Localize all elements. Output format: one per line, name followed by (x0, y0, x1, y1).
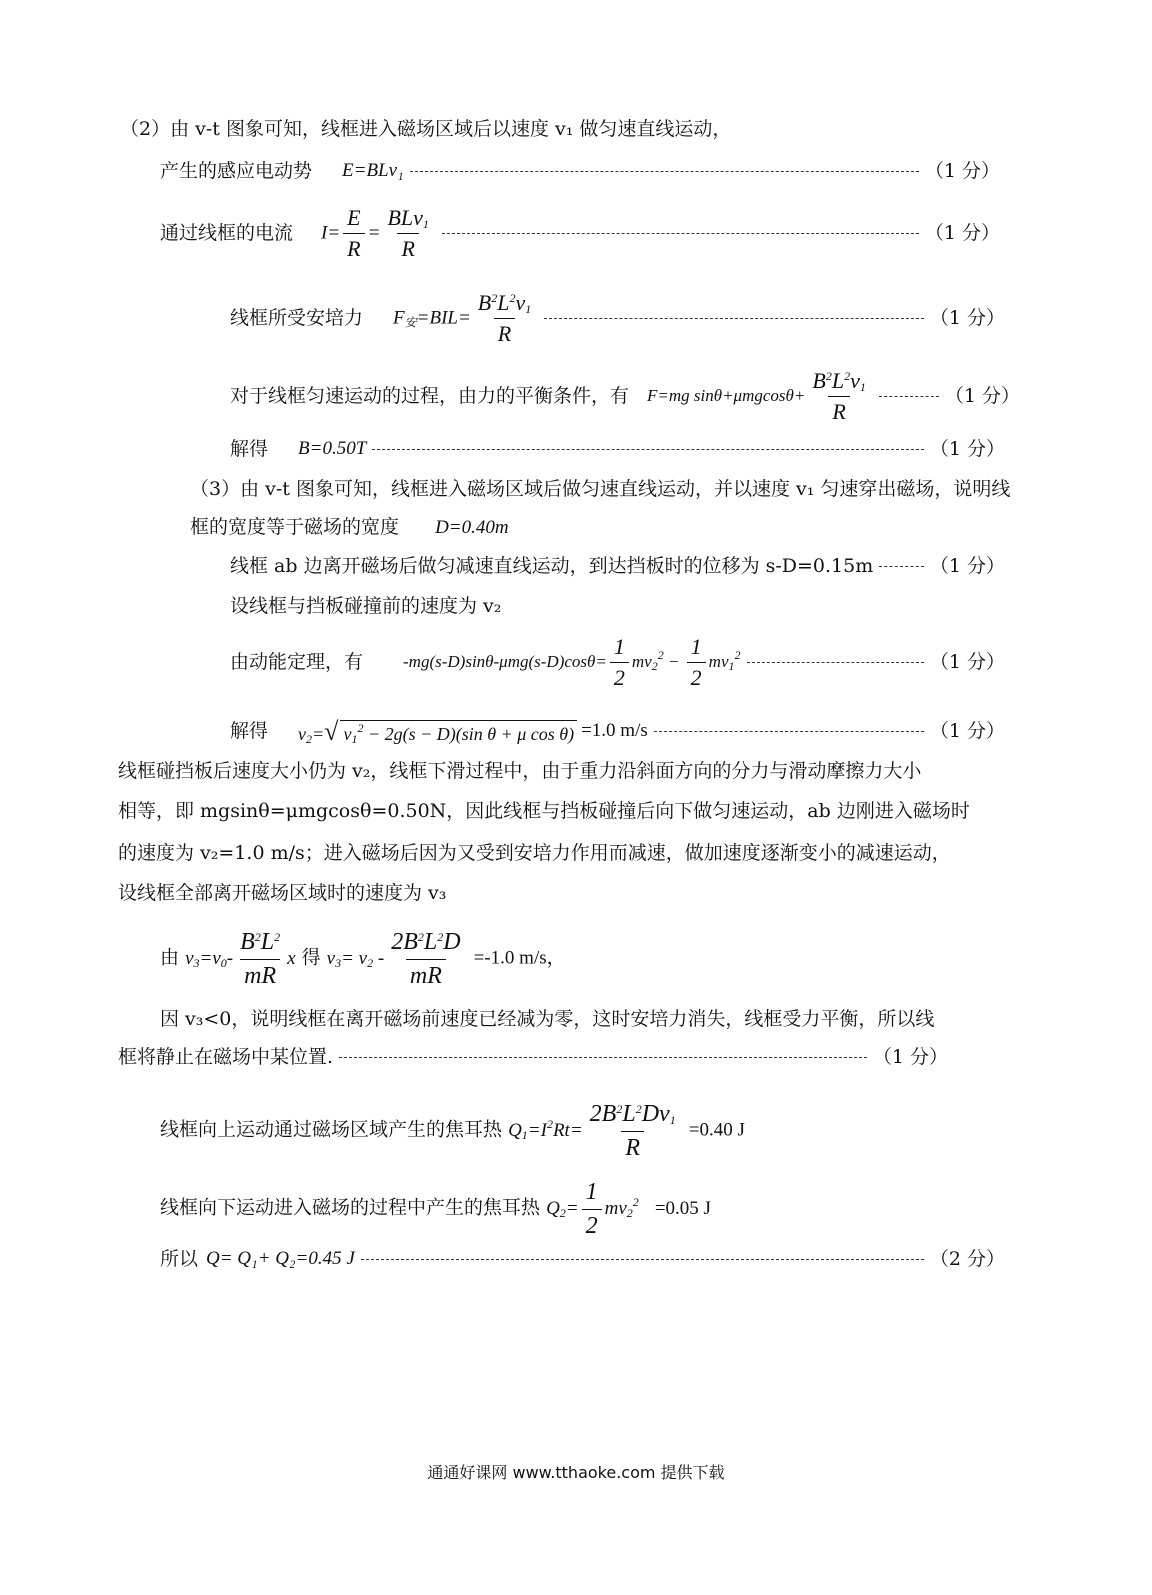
v2-equation: $v_2=√$ $v_1^2 - 2g(s - D)(\sin$ θ + μ cos θ) (298, 716, 577, 747)
dash-leader (544, 318, 924, 319)
score-label: （1 分） (944, 385, 1020, 408)
theorem-equation: -mg(s-D)sinθ-μmg(s-D)cosθ= $\frac{1}{2}$ $mv_2^2$ − $\frac{1}{2}$ $mv_1^2$ (403, 634, 741, 691)
b-result-line (230, 438, 1005, 461)
footer-credit: 通通好课网 www.tthaoke.com 提供下载 (427, 1463, 725, 1482)
v3-formula-2: $v_3= v_2$ - $\frac{2B^2L^2D}{mR}$ (326, 929, 461, 989)
q2-result: =0.05 J (654, 1197, 711, 1219)
q1-label: 线框向上运动通过磁场区域产生的焦耳热 (160, 1118, 503, 1141)
current-label: 通过线框的电流 (160, 222, 294, 245)
solve-label: 解得 (230, 720, 269, 743)
balance-line (230, 368, 1020, 426)
force-equation: $F_安=BIL=$ $\frac{B^2L^2v_1}{R}$ (393, 290, 532, 347)
para2-text: 框将静止在磁场中某位置. (118, 1046, 334, 1068)
score-label: （1 分） (929, 651, 1005, 674)
dash-leader (442, 233, 919, 234)
total-line (160, 1248, 1005, 1271)
para2-line2 (118, 1046, 948, 1069)
section3-intro-line2: 框的宽度等于磁场的宽度 D=0.40m (190, 516, 509, 538)
v2-result-line (230, 716, 1005, 747)
q2-label: 线框向下运动进入磁场的过程中产生的焦耳热 (160, 1196, 541, 1219)
force-line (230, 290, 1005, 348)
v3-prefix: 由 (160, 946, 180, 969)
v3-equation-line (160, 928, 566, 991)
theorem-line (230, 634, 1005, 692)
v3-result: =-1.0 m/s， (473, 947, 566, 969)
para1-line4: 设线框全部离开磁场区域时的速度为 v₃ (118, 882, 447, 904)
score-label: （1 分） (924, 160, 1000, 182)
balance-equation: F=mg sinθ+μmgcosθ+ $\frac{B^2L^2v_1}{R}$ (647, 368, 866, 425)
para1-line3: 的速度为 v₂=1.0 m/s；进入磁场后因为又受到安培力作用而减速，做加速度逐渐变小的减速运动， (118, 842, 951, 864)
dash-leader (654, 731, 924, 732)
para2-line1: 因 v₃<0，说明线框在离开磁场前速度已经减为零，这时安培力消失，线框受力平衡，所以线 (160, 1008, 935, 1030)
v3-formula: $v_3=v_0-$ $\frac{B^2L^2}{mR}$ x (185, 929, 296, 989)
score-label: （1 分） (924, 222, 1000, 245)
current-line (160, 205, 1000, 263)
emf-equation: E=BLv₁ (342, 160, 404, 181)
dash-leader (410, 171, 919, 172)
emf-label: 产生的感应电动势 (160, 160, 313, 182)
section2-intro: （2）由 v-t 图象可知，线框进入磁场区域后以速度 v₁ 做匀速直线运动， (120, 118, 732, 140)
q2-formula: $Q_2=$ $\frac{1}{2}$ $mv_2^2$ (546, 1179, 639, 1239)
total-label: 所以 (160, 1248, 199, 1270)
section3-intro-line1: （3）由 v-t 图象可知，线框进入磁场区域后做匀速直线运动，并以速度 v₁ 匀速穿出磁场，说明线 (190, 478, 1011, 500)
score-label: （1 分） (929, 720, 1005, 743)
displacement-text: 线框 ab 边离开磁场后做匀减速直线运动，到达挡板时的位移为 s-D=0.15m (230, 555, 874, 577)
q1-result: =0.40 J (688, 1119, 745, 1141)
score-label: （1 分） (872, 1046, 948, 1068)
displacement-line (230, 555, 1005, 578)
result-label: 解得 (230, 438, 269, 460)
balance-label: 对于线框匀速运动的过程，由力的平衡条件，有 (230, 385, 630, 408)
dash-leader (879, 566, 924, 567)
para1-line1: 线框碰挡板后速度大小仍为 v₂，线框下滑过程中，由于重力沿斜面方向的分力与滑动摩擦力大小 (118, 760, 922, 782)
emf-line (160, 160, 1000, 183)
dash-leader (372, 449, 924, 450)
score-label: （1 分） (929, 307, 1005, 330)
dash-leader (879, 396, 939, 397)
dash-leader (747, 662, 924, 663)
width-equation: D=0.40m (435, 517, 509, 538)
score-label: （1 分） (929, 438, 1005, 460)
v3-mid: 得 (301, 946, 321, 969)
current-equation: I= $\frac{E}{R}$ = $\frac{BLv_1}{R}$ (321, 205, 429, 262)
v2-define-line: 设线框与挡板碰撞前的速度为 v₂ (230, 595, 502, 617)
score-label: （2 分） (929, 1248, 1005, 1270)
para1-line2: 相等，即 mgsinθ=μmgcosθ=0.50N，因此线框与挡板碰撞后向下做匀速运动，ab 边刚进入磁场时 (118, 800, 970, 822)
force-label: 线框所受安培力 (230, 307, 364, 330)
q2-line (160, 1178, 711, 1241)
v2-result: =1.0 m/s (581, 720, 648, 742)
theorem-label: 由动能定理，有 (230, 651, 364, 674)
q1-line (160, 1100, 745, 1163)
score-label: （1 分） (929, 555, 1005, 577)
dash-leader (339, 1057, 867, 1058)
dash-leader (361, 1259, 924, 1260)
q1-formula: $Q_1=I^2Rt=$ $\frac{2B^2L^2Dv_1}{R}$ (508, 1101, 676, 1161)
total-equation: Q= Q₁+ Q₂=0.45 J (206, 1248, 355, 1269)
b-result: B=0.50T (298, 438, 367, 459)
